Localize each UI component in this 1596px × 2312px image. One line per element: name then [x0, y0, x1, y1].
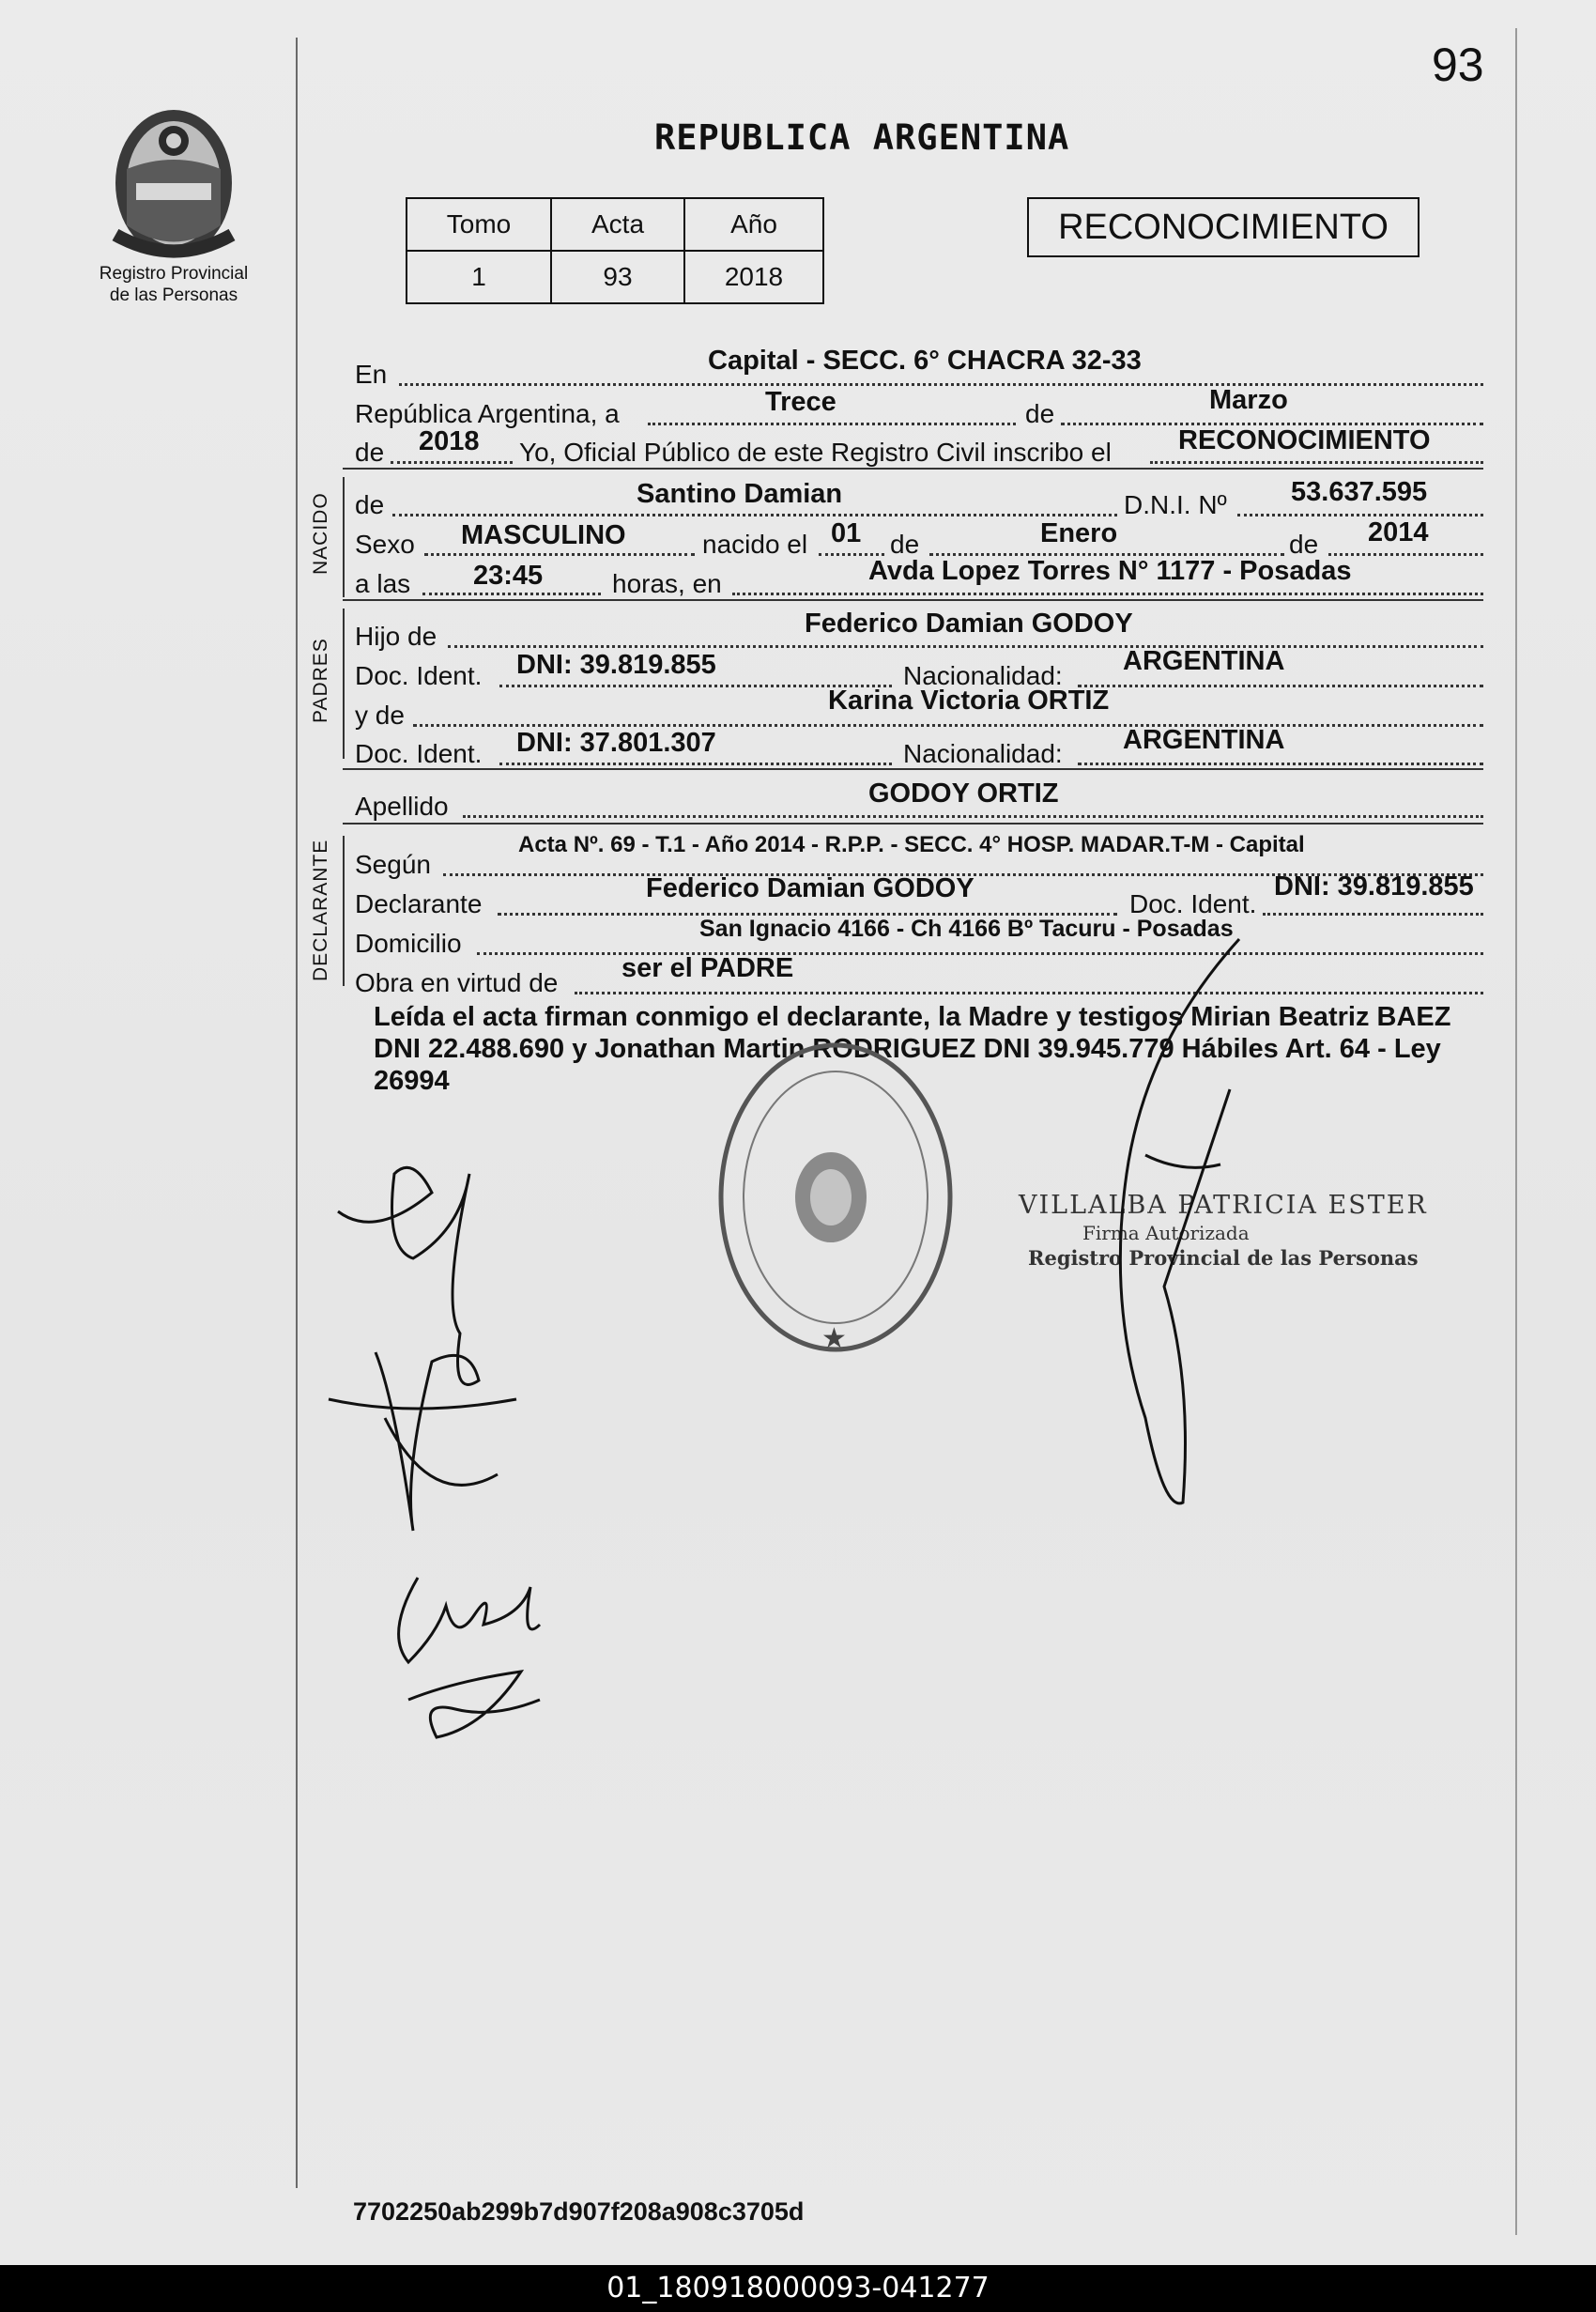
witness-signature-icon — [380, 1559, 568, 1747]
tomo-header: Tomo — [407, 198, 551, 251]
nacido-el-label: nacido el — [702, 530, 808, 559]
svg-text:★: ★ — [821, 1322, 847, 1355]
logo-caption — [56, 263, 291, 306]
mother-nationality: ARGENTINA — [1123, 725, 1285, 755]
declarante-section-label: DECLARANTE — [310, 839, 331, 981]
registry-seal-icon — [714, 1033, 958, 1362]
declarante-doc-label: Doc. Ident. — [1129, 889, 1257, 918]
footer-id-bar: 01_180918000093-041277 — [0, 2265, 1596, 2312]
de2-label: de — [355, 438, 385, 467]
act-type-box: RECONOCIMIENTO — [1027, 197, 1420, 257]
section-divider — [343, 468, 1483, 470]
day-value: Trece — [765, 387, 836, 417]
dotted-line — [424, 553, 695, 556]
en-label: En — [355, 360, 388, 389]
sexo-label: Sexo — [355, 530, 415, 559]
nacido-section-label: NACIDO — [310, 492, 331, 575]
mother-name: Karina Victoria ORTIZ — [828, 686, 1110, 716]
anio-value: 2018 — [684, 251, 823, 303]
dotted-line — [1150, 461, 1483, 464]
birth-day: 01 — [831, 518, 862, 548]
official-signature-icon — [1089, 930, 1267, 1521]
mother-nac-label: Nacionalidad: — [903, 739, 1063, 768]
hijo-label: Hijo de — [355, 622, 437, 651]
section-divider — [343, 599, 1483, 601]
dotted-line — [463, 815, 1483, 818]
sexo-value: MASCULINO — [461, 520, 626, 550]
mother-doc-label: Doc. Ident. — [355, 739, 483, 768]
dotted-line — [399, 383, 1483, 386]
domicilio-label: Domicilio — [355, 929, 462, 958]
dotted-line — [392, 514, 1117, 516]
page-number: 93 — [1432, 39, 1484, 91]
nacido-de3-label: de — [1289, 530, 1319, 559]
acta-value: 93 — [551, 251, 684, 303]
tomo-value: 1 — [407, 251, 551, 303]
inscribo-value: RECONOCIMIENTO — [1178, 425, 1431, 455]
official-name: VILLALBA PATRICIA ESTER — [1019, 1191, 1428, 1220]
document-hash: 7702250ab299b7d907f208a908c3705d — [353, 2197, 805, 2226]
dni-label: D.N.I. Nº — [1124, 490, 1227, 519]
obra-value: ser el PADRE — [622, 953, 794, 983]
anio-header: Año — [684, 198, 823, 251]
mother-doc: DNI: 37.801.307 — [516, 728, 716, 758]
en-value: Capital - SECC. 6° CHACRA 32-33 — [708, 346, 1142, 376]
section-bracket — [343, 477, 345, 597]
apellido-value: GODOY ORTIZ — [868, 778, 1059, 809]
acta-header: Acta — [551, 198, 684, 251]
child-dni: 53.637.595 — [1291, 477, 1428, 507]
dotted-line — [575, 992, 1483, 994]
right-margin-rule — [1515, 28, 1517, 2235]
birth-place: Avda Lopez Torres N° 1177 - Posadas — [868, 556, 1352, 586]
birth-hour: 23:45 — [473, 561, 544, 591]
dotted-line — [732, 593, 1483, 595]
birth-year: 2014 — [1368, 517, 1429, 547]
father-doc: DNI: 39.819.855 — [516, 650, 716, 680]
province-emblem-icon — [99, 94, 249, 263]
logo-caption-line1: Registro Provincial — [99, 264, 249, 284]
nacido-de-label: de — [355, 490, 385, 519]
dotted-line — [1328, 553, 1483, 556]
dotted-line — [1237, 514, 1483, 516]
republica-label: República Argentina, a — [355, 399, 620, 428]
dotted-line — [422, 593, 601, 595]
obra-label: Obra en virtud de — [355, 968, 559, 997]
inscribo-text: Yo, Oficial Público de este Registro Civil inscribo el — [519, 438, 1112, 467]
dotted-line — [1078, 763, 1483, 765]
section-divider — [343, 768, 1483, 770]
nacido-de2-label: de — [890, 530, 920, 559]
dotted-line — [448, 645, 1483, 648]
dotted-line — [413, 724, 1483, 727]
section-bracket — [343, 609, 345, 759]
dotted-line — [1078, 685, 1483, 687]
segun-label: Según — [355, 850, 431, 879]
section-bracket — [343, 836, 345, 986]
father-doc-label: Doc. Ident. — [355, 661, 483, 690]
left-margin-rule — [296, 38, 298, 2188]
child-name: Santino Damian — [637, 479, 843, 509]
official-entity: Registro Provincial de las Personas — [1028, 1246, 1419, 1270]
document-title: REPUBLICA ARGENTINA — [654, 117, 1070, 158]
horas-label: horas, en — [612, 569, 722, 598]
alas-label: a las — [355, 569, 411, 598]
segun-value: Acta Nº. 69 - T.1 - Año 2014 - R.P.P. - SECC. 4° HOSP. MADAR.T-M - Capital — [518, 832, 1305, 857]
apellido-label: Apellido — [355, 792, 449, 821]
section-divider — [343, 823, 1483, 825]
birth-month: Enero — [1040, 518, 1118, 548]
month-value: Marzo — [1209, 385, 1288, 415]
declarante-label: Declarante — [355, 889, 483, 918]
dotted-line — [648, 423, 1016, 425]
dotted-line — [499, 763, 892, 765]
closing-text: Leída el acta firman conmigo el declarante, la Madre y testigos Mirian Beatriz BAEZ DNI 22.488.690 y Jonathan Martin RODRIGUEZ DNI 39.945.779 Hábiles Art. 64 - Ley 26994 — [374, 1002, 1451, 1096]
dotted-line — [391, 461, 513, 464]
father-nac-label: Nacionalidad: — [903, 661, 1063, 690]
father-nationality: ARGENTINA — [1123, 646, 1285, 676]
tomo-acta-anio-table — [406, 197, 824, 304]
year-value: 2018 — [419, 426, 480, 456]
logo-caption-line2: de las Personas — [109, 285, 238, 305]
declarant-signature-icon — [319, 1117, 563, 1549]
de-label: de — [1025, 399, 1055, 428]
official-role: Firma Autorizada — [1082, 1222, 1250, 1244]
dotted-line — [1263, 913, 1483, 916]
declarante-name: Federico Damian GODOY — [646, 873, 974, 903]
padres-section-label: PADRES — [310, 638, 331, 723]
yde-label: y de — [355, 701, 405, 730]
declarante-doc: DNI: 39.819.855 — [1274, 871, 1474, 902]
domicilio-value: San Ignacio 4166 - Ch 4166 Bº Tacuru - Posadas — [699, 916, 1234, 942]
father-name: Federico Damian GODOY — [805, 609, 1133, 639]
